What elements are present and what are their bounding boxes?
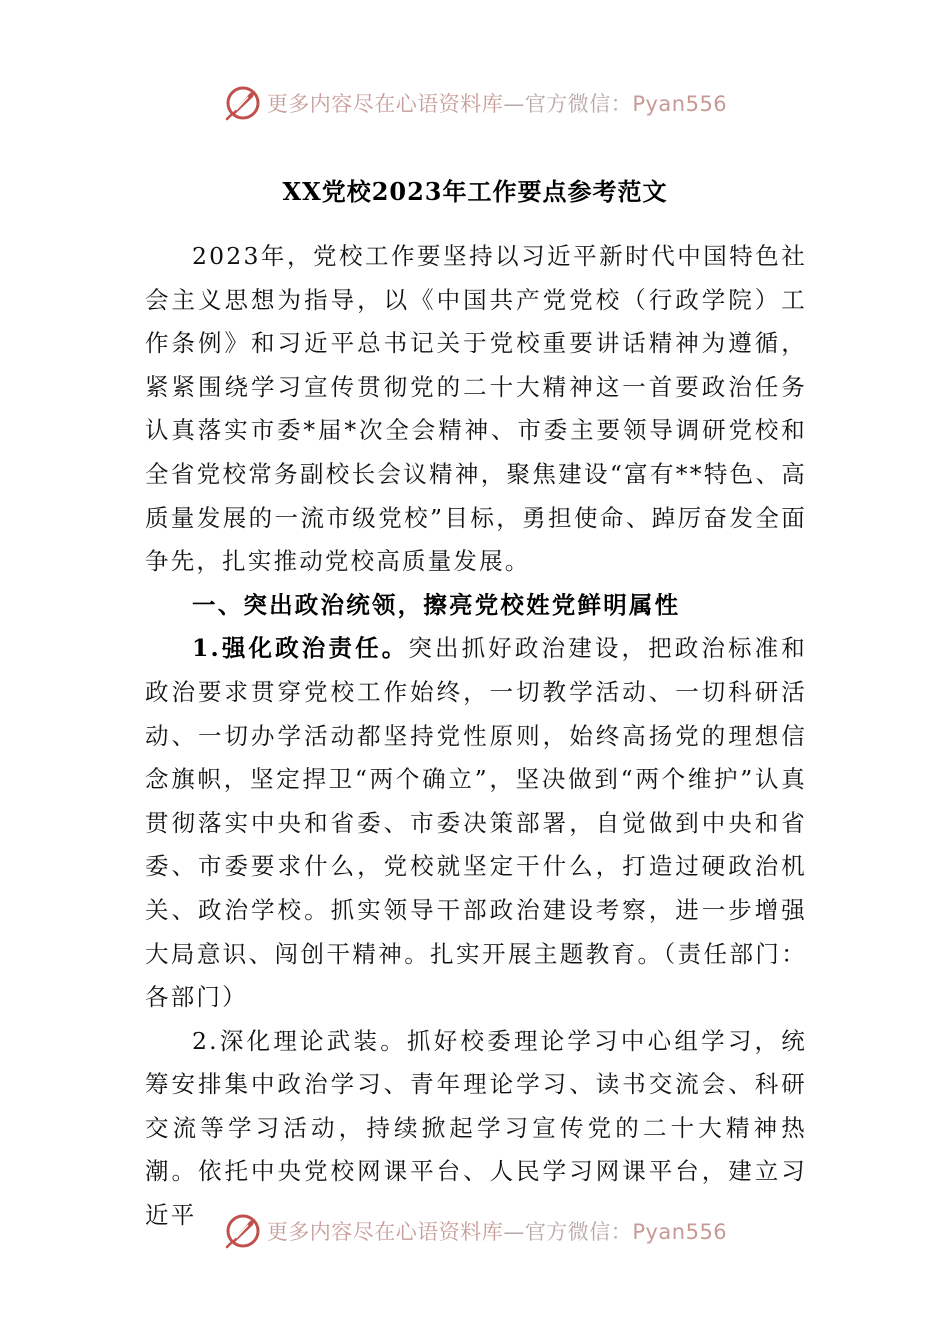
feather-pen-circle-icon <box>223 83 263 123</box>
watermark-header <box>0 80 950 126</box>
watermark-wechat-label: 官方微信： <box>524 1220 633 1244</box>
watermark-text <box>267 88 727 118</box>
document-body <box>145 235 807 1238</box>
item-1-paragraph <box>145 627 807 1019</box>
watermark-site-name: 更多内容尽在心语资料库 <box>266 1220 504 1244</box>
watermark-wechat-label: 官方微信： <box>524 92 633 116</box>
watermark-text <box>267 1216 727 1246</box>
watermark-dash: — <box>503 1220 525 1244</box>
watermark-wechat-id: Pyan556 <box>632 1220 728 1244</box>
watermark-wechat-id: Pyan556 <box>632 92 728 116</box>
section-heading: 一、突出政治统领，擦亮党校姓党鲜明属性 <box>192 590 681 619</box>
feather-pen-circle-icon <box>223 1211 263 1251</box>
document-title: XX党校2023年工作要点参考范文 <box>282 177 668 206</box>
item-2-lead: 2.深化理论武装。 <box>192 1026 407 1055</box>
watermark-dash: — <box>503 92 525 116</box>
watermark-site-name: 更多内容尽在心语资料库 <box>266 92 504 116</box>
watermark-footer <box>0 1208 950 1254</box>
item-2-paragraph <box>145 1020 807 1238</box>
intro-paragraph: 2023年，党校工作要坚持以习近平新时代中国特色社会主义思想为指导，以《中国共产党党校（行政学院）工作条例》和习近平总书记关于党校重要讲话精神为遵循，紧紧围绕学习宣传贯彻党的二十大精神这一首要政治任务认真落实市委*届*次全会精神、市委主要领导调研党校和全省党校常务副校长会议精神，聚焦建设“富有**特色、高质量发展的一流市级党校”目标，勇担使命、踔厉奋发全面争先，扎实推动党校高质量发展。 <box>145 242 807 576</box>
item-2-body: 抓好校委理论学习中心组学习，统筹安排集中政治学习、青年理论学习、读书交流会、科研交流等学习活动，持续掀起学习宣传党的二十大精神热潮。依托中央党校网课平台、人民学习网课平台，建立习近平 <box>145 1026 807 1230</box>
item-1-lead: 1.强化政治责任。 <box>192 634 409 663</box>
item-1-body: 突出抓好政治建设，把政治标准和政治要求贯穿党校工作始终，一切教学活动、一切科研活动、一切办学活动都坚持党性原则，始终高扬党的理想信念旗帜，坚定捍卫“两个确立”，坚决做到“两个维护”认真贯彻落实中央和省委、市委决策部署，自觉做到中央和省委、市委要求什么，党校就坚定干什么，打造过硬政治机关、政治学校。抓实领导干部政治建设考察，进一步增强大局意识、闯创干精神。扎实开展主题教育。（责任部门：各部门） <box>145 634 808 1012</box>
